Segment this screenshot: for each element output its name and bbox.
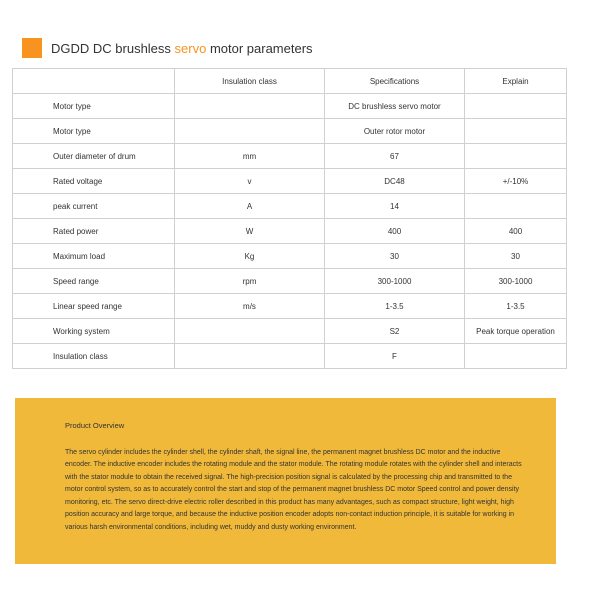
- unit-cell: m/s: [175, 294, 325, 319]
- page-title: [51, 41, 313, 56]
- spec-cell: Outer rotor motor: [325, 119, 465, 144]
- orange-square-icon: [22, 38, 42, 58]
- table-row: [13, 219, 567, 244]
- explain-cell: 400: [465, 219, 567, 244]
- explain-cell: 30: [465, 244, 567, 269]
- table-row: [13, 119, 567, 144]
- param-cell: Maximum load: [13, 244, 175, 269]
- param-cell: Motor type: [13, 94, 175, 119]
- title-suffix: motor parameters: [206, 40, 313, 56]
- overview-body: The servo cylinder includes the cylinder shell, the cylinder shaft, the signal line, the permanent magnet brushless DC motor and the inductive encoder. The inductive encoder includes the rotating module and the stator module. The rotating module rotates with the cylinder shell and interacts with the stator module to obtain the received signal. The high-precision position signal is calculated by the processing chip and transmitted to the motor control system, so as to accurately control the start and stop of the permanent magnet brushless DC motor Speed control and power density monitoring, etc. The servo direct-drive electric roller described in this product has many advantages, such as compact structure, light weight, high position accuracy and large torque, and because the inductive position encoder adopts non-contact induction principle, it is suitable for working in various harsh environmental conditions, including wet, muddy and dusty working environment.: [65, 448, 522, 531]
- table-row: [13, 344, 567, 369]
- spec-cell: 30: [325, 244, 465, 269]
- spec-cell: 67: [325, 144, 465, 169]
- unit-cell: [175, 319, 325, 344]
- table-row: [13, 194, 567, 219]
- table-row: [13, 94, 567, 119]
- table-row: [13, 294, 567, 319]
- table-row: [13, 169, 567, 194]
- param-cell: Outer diameter of drum: [13, 144, 175, 169]
- param-cell: Speed range: [13, 269, 175, 294]
- param-cell: Rated voltage: [13, 169, 175, 194]
- unit-cell: [175, 119, 325, 144]
- spec-cell: 400: [325, 219, 465, 244]
- table-row: [13, 269, 567, 294]
- unit-cell: W: [175, 219, 325, 244]
- explain-cell: +/-10%: [465, 169, 567, 194]
- spec-cell: F: [325, 344, 465, 369]
- title-prefix: DGDD DC brushless: [51, 40, 175, 56]
- explain-cell: 300-1000: [465, 269, 567, 294]
- unit-cell: mm: [175, 144, 325, 169]
- explain-cell: 1-3.5: [465, 294, 567, 319]
- unit-cell: v: [175, 169, 325, 194]
- header-cell-specifications: Specifications: [325, 69, 465, 94]
- explain-cell: [465, 344, 567, 369]
- param-cell: Linear speed range: [13, 294, 175, 319]
- param-cell: Insulation class: [13, 344, 175, 369]
- explain-cell: [465, 94, 567, 119]
- explain-cell: [465, 144, 567, 169]
- header-cell-explain: Explain: [465, 69, 567, 94]
- unit-cell: Kg: [175, 244, 325, 269]
- table-row: [13, 144, 567, 169]
- param-cell: Motor type: [13, 119, 175, 144]
- header-cell-unit: Insulation class: [175, 69, 325, 94]
- table-body: [13, 94, 567, 369]
- parameters-table: [12, 68, 567, 369]
- table-row: [13, 319, 567, 344]
- title-accent-word: servo: [174, 40, 207, 56]
- spec-cell: 1-3.5: [325, 294, 465, 319]
- unit-cell: [175, 344, 325, 369]
- spec-cell: DC brushless servo motor: [325, 94, 465, 119]
- unit-cell: rpm: [175, 269, 325, 294]
- header-cell-parameter: [13, 69, 175, 94]
- explain-cell: [465, 194, 567, 219]
- unit-cell: [175, 94, 325, 119]
- spec-cell: DC48: [325, 169, 465, 194]
- spec-cell: 300-1000: [325, 269, 465, 294]
- param-cell: Working system: [13, 319, 175, 344]
- product-overview-panel: [15, 398, 556, 564]
- explain-cell: Peak torque operation: [465, 319, 567, 344]
- spec-cell: S2: [325, 319, 465, 344]
- param-cell: Rated power: [13, 219, 175, 244]
- param-cell: peak current: [13, 194, 175, 219]
- unit-cell: A: [175, 194, 325, 219]
- spec-cell: 14: [325, 194, 465, 219]
- overview-title: Product Overview: [65, 421, 125, 430]
- title-bar: [22, 38, 313, 58]
- table-header-row: [13, 69, 567, 94]
- explain-cell: [465, 119, 567, 144]
- table-row: [13, 244, 567, 269]
